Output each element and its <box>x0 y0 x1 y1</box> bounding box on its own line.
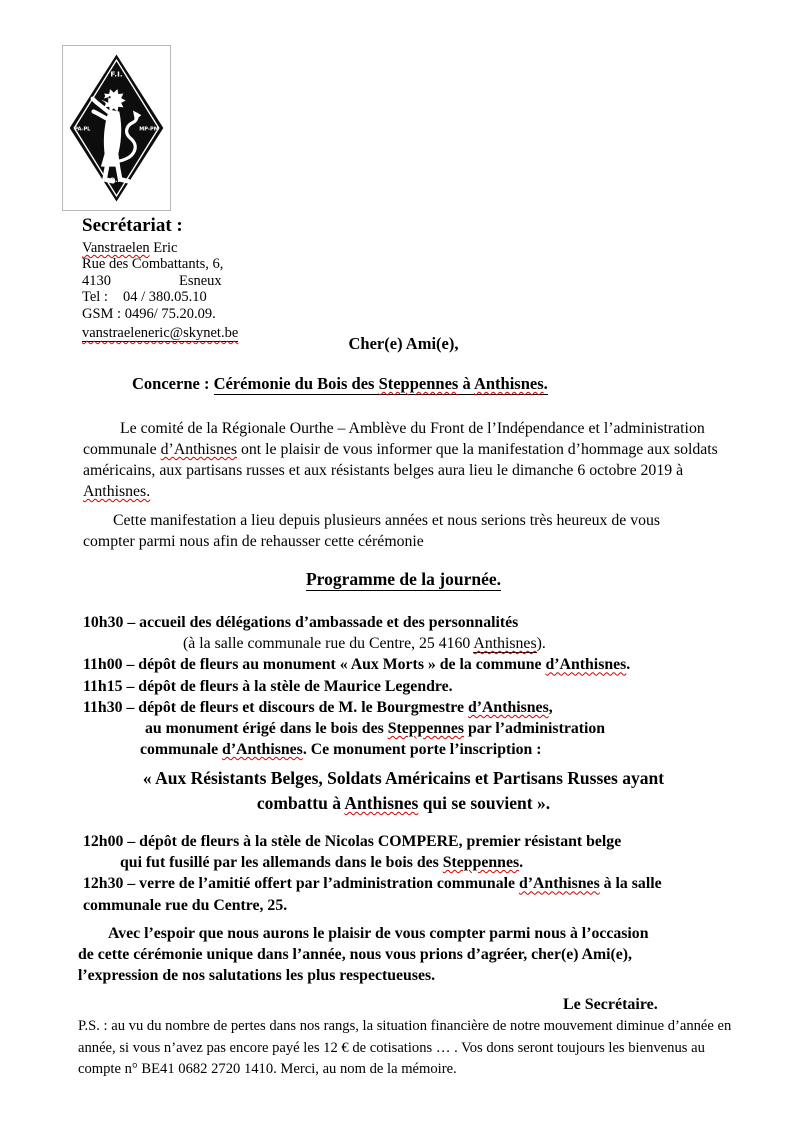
logo-frame <box>62 45 171 211</box>
item-11h00-text: 11h00 – dépôt de fleurs au monument « Aux Morts » de la commune <box>83 656 546 674</box>
contact-name-surname: Vanstraelen <box>82 240 150 256</box>
subject-title-text2: à <box>458 374 474 393</box>
item-12h00-sub-text: qui fut fusillé par les allemands dans le bois des <box>120 854 443 872</box>
intro-misspell-anthisnes-2: Anthisnes. <box>83 483 151 500</box>
contact-street: Rue des Combattants, 6, <box>82 256 224 273</box>
schedule-item-10h30-venue <box>83 633 724 654</box>
contact-tel-label: Tel : <box>82 289 108 306</box>
item-11h00-period: . <box>626 656 631 674</box>
emblem-text-left: PA-PL <box>74 126 91 133</box>
item-12h00-misspell-steppennes: Steppennes <box>442 854 520 872</box>
intro-line-4 <box>83 481 724 502</box>
intro-misspell-anthisnes-1: d’Anthisnes <box>160 441 238 458</box>
emblem-text-right: MP-PM <box>139 126 159 133</box>
closing-line-1: Avec l’espoir que nous aurons le plaisir de vous compter parmi nous à l’occasion <box>108 925 649 942</box>
intro-line-1: Le comité de la Régionale Ourthe – Amblève du Front de l’Indépendance et l’administration <box>120 420 705 437</box>
venue-text2: ). <box>536 635 546 653</box>
contact-email-link[interactable]: vanstraeleneric@skynet.be <box>82 325 239 342</box>
subject-misspell-steppennes: Steppennes <box>378 374 459 393</box>
item-12h30-text2: à la salle <box>599 875 662 893</box>
subject-title-text: Cérémonie du Bois des <box>213 374 379 393</box>
contact-name <box>82 240 238 256</box>
inscription-text: combattu à <box>256 793 345 813</box>
contact-name-first: Eric <box>149 240 178 256</box>
sub2-text2: . Ce monument porte l’inscription : <box>302 741 542 759</box>
intro-line-2-text2: ont le plaisir de vous informer que la manifestation d’hommage aux soldats <box>237 441 718 458</box>
item-12h00-sub-period: . <box>519 854 524 872</box>
intro-line-3: américains, aux partisans russes et aux résistants belges aura lieu le dimanche 6 octobre 2019 à <box>83 462 684 479</box>
second-paragraph <box>83 510 724 552</box>
schedule-list <box>83 612 724 760</box>
schedule-item-11h15: 11h15 – dépôt de fleurs à la stèle de Maurice Legendre. <box>83 677 453 695</box>
item-12h30-text: 12h30 – verre de l’amitié offert par l’administration communale <box>83 875 519 893</box>
contact-city: Esneux <box>179 272 222 289</box>
postscript-line-1: P.S. : au vu du nombre de pertes dans nos rangs, la situation financière de notre mouvement diminue d’année en <box>78 1018 732 1034</box>
item-12h30-misspell-anthisnes: d’Anthisnes <box>518 875 600 893</box>
schedule-item-12h30 <box>83 873 724 894</box>
postscript-line-2: année, si vous n’avez pas encore payé les 12 € de cotisations … . Vos dons seront toujours les bienvenus au <box>78 1039 705 1056</box>
intro-paragraph <box>83 418 724 502</box>
schedule-item-11h30-sub1 <box>83 718 724 739</box>
sub1-text2: par l’administration <box>464 720 606 738</box>
intro-line-2 <box>83 439 724 460</box>
contact-block <box>82 215 238 342</box>
schedule-item-10h30: 10h30 – accueil des délégations d’ambassade et des personnalités <box>83 614 519 631</box>
postscript-line-3: compte n° BE41 0682 2720 1410. Merci, au nom de la mémoire. <box>78 1061 457 1078</box>
program-heading <box>83 569 724 590</box>
salutation: Cher(e) Ami(e), <box>348 334 459 353</box>
schedule-item-11h30-sub2 <box>83 739 724 760</box>
inscription-text2: qui se souvient ». <box>418 793 551 813</box>
inscription-misspell-anthisnes: Anthisnes <box>344 793 419 813</box>
para2-line-2: compter parmi nous afin de rehausser cette cérémonie <box>83 533 424 550</box>
contact-tel-value: 04 / 380.05.10 <box>122 289 207 306</box>
sub2-misspell-anthisnes: d’Anthisnes <box>222 741 303 759</box>
emblem-text-top: F.I. <box>110 69 123 79</box>
inscription-line-1: « Aux Résistants Belges, Soldats Américains et Partisans Russes ayant <box>142 768 665 788</box>
closing-line-3: l’expression de nos salutations les plus respectueuses. <box>78 967 436 984</box>
contact-postal: 4130 <box>82 272 111 289</box>
fi-of-emblem <box>66 49 167 207</box>
subject-line <box>83 374 724 394</box>
contact-postal-city <box>82 273 238 289</box>
signature: Le Secrétaire. <box>563 996 658 1013</box>
lion-eye <box>109 96 111 98</box>
item-11h00-misspell: d’Anthisnes <box>545 656 627 674</box>
postscript <box>78 1016 762 1081</box>
contact-gsm: GSM : 0496/ 75.20.09. <box>82 305 216 322</box>
item-11h30-misspell: d’Anthisnes <box>467 698 549 716</box>
sub2-text: communale <box>140 741 223 759</box>
program-heading-text: Programme de la journée. <box>305 569 502 589</box>
venue-text: (à la salle communale rue du Centre, 25 4160 <box>183 635 474 653</box>
schedule-item-11h00 <box>83 654 724 675</box>
para2-line-1: Cette manifestation a lieu depuis plusieurs années et nous serions très heureux de vous <box>113 512 661 529</box>
subject-misspell-anthisnes: Anthisnes <box>473 374 544 393</box>
subject-title <box>214 374 548 395</box>
item-11h30-text: 11h30 – dépôt de fleurs et discours de M. le Bourgmestre <box>83 698 468 716</box>
schedule-item-12h00: 12h00 – dépôt de fleurs à la stèle de Nicolas COMPERE, premier résistant belge <box>83 833 622 850</box>
closing-paragraph <box>78 923 728 986</box>
schedule-item-12h30-wrap: communale rue du Centre, 25. <box>83 896 288 914</box>
venue-misspell-anthisnes: Anthisnes <box>473 635 537 653</box>
sub1-text: au monument érigé dans le bois des <box>145 720 388 738</box>
schedule-item-12h00-sub <box>83 852 724 873</box>
inscription-line-2 <box>83 791 724 816</box>
schedule-list-2 <box>83 831 724 916</box>
closing-line-2: de cette cérémonie unique dans l’année, nous vous prions d’agréer, cher(e) Ami(e), <box>78 946 633 963</box>
subject-title-period: . <box>543 374 548 393</box>
sub1-misspell-steppennes: Steppennes <box>387 720 465 738</box>
emblem-text-bottom: O.F. <box>109 176 124 185</box>
contact-tel <box>82 289 238 305</box>
schedule-item-11h30 <box>83 697 724 718</box>
monument-inscription <box>83 766 724 816</box>
subject-label: Concerne : <box>132 374 214 393</box>
intro-line-2-text: communale <box>83 441 161 458</box>
contact-heading: Secrétariat : <box>82 215 183 236</box>
item-11h30-comma: , <box>548 698 553 716</box>
